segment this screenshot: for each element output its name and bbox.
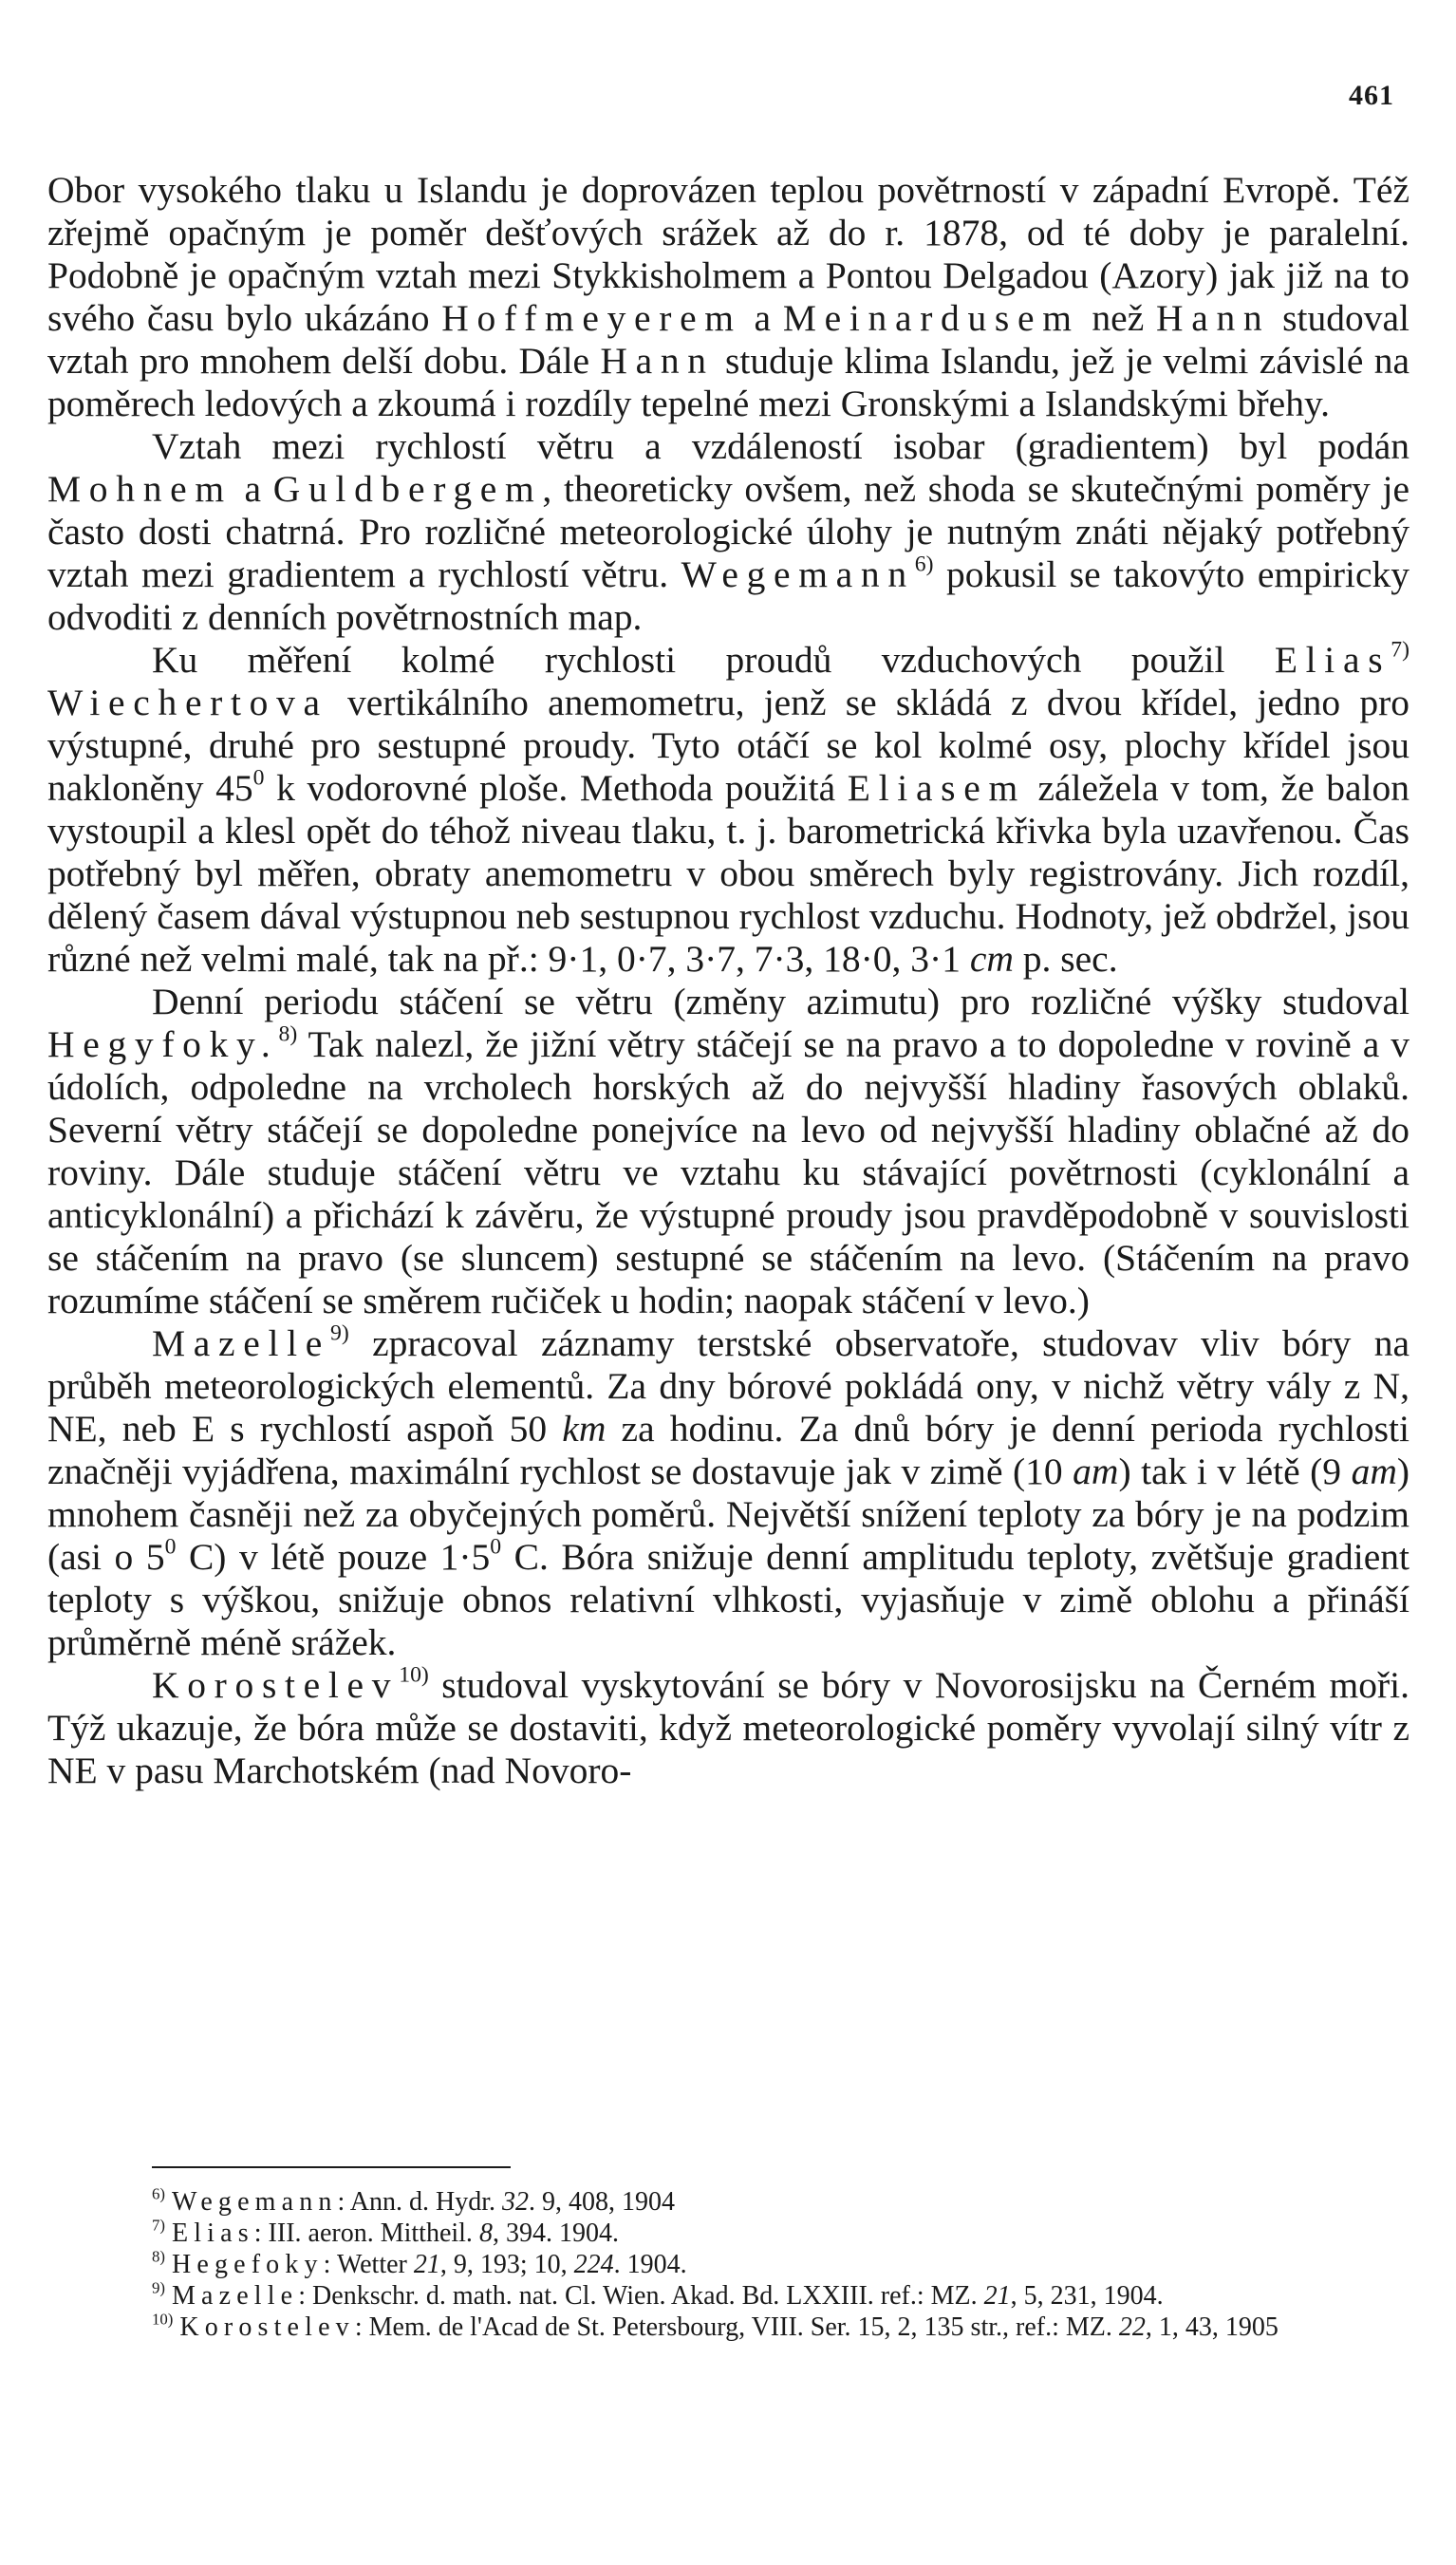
italic-text: am	[1351, 1451, 1397, 1492]
text-run: : Mem. de l'Acad de St. Petersbourg, VIII. Ser. 15, 2, 135 str., ref.: MZ.	[354, 2312, 1119, 2342]
footnotes	[47, 2186, 1409, 2343]
reference-marker: 8)	[278, 1021, 298, 1047]
text-run: a	[741, 297, 783, 339]
italic-text: cm	[969, 938, 1014, 980]
footnote	[47, 2249, 1409, 2280]
text-run: : Denkschr. d. math. nat. Cl. Wien. Akad. Bd. LXXIII. ref.: MZ.	[298, 2281, 984, 2311]
text-run: ) tak i v létě (9	[1118, 1451, 1352, 1492]
reference-marker: 0	[252, 765, 265, 791]
footnote	[47, 2280, 1409, 2312]
text-run: ) mnohem časněji než za obyčejných poměrů. Největší snížení teploty za bóry je na podzim (asi o 5	[47, 1451, 1409, 1578]
text-run	[165, 2219, 172, 2248]
text-run: studuje klima Islandu, jež je velmi závislé na poměrech ledových a zkoumá i rozdíly tepelné mezi Gronskými a Islandskými břehy.	[47, 340, 1409, 424]
text-run: , 5, 231, 1904.	[1010, 2281, 1164, 2311]
text-run: : Wetter	[323, 2250, 414, 2279]
text-run: C. Bóra snižuje denní amplitudu teploty, zvětšuje gradient teploty s výškou, snižuje obnos relativní vlhkosti, vyjasňuje v zimě oblohu a přináší průměrně méně srážek.	[47, 1536, 1410, 1663]
text-run: , 1, 43, 1905	[1145, 2312, 1279, 2342]
text-run: pokusil se takovýto empiricky odvoditi z denních povětrnostních map.	[47, 553, 1409, 638]
italic-text: 8	[478, 2219, 493, 2248]
text-run	[165, 2281, 172, 2311]
text-run: C) v létě pouze 1·5	[176, 1536, 491, 1578]
text-run: , 9, 193; 10,	[439, 2250, 574, 2279]
text-run: , theoreticky ovšem, než shoda se skutečnými poměry je často dosti chatrná. Pro rozličné meteorologické úlohy je nutným znáti nějaký potřebný vztah mezi gradientem a rychlostí větru.	[47, 468, 1409, 595]
text-run	[165, 2250, 172, 2279]
italic-text: 21	[983, 2281, 1011, 2311]
reference-marker: 7)	[152, 2216, 165, 2235]
spaced-name: Hann	[1156, 297, 1271, 339]
reference-marker: 0	[490, 1534, 502, 1560]
footnote	[47, 2312, 1409, 2343]
text-run: a	[232, 468, 273, 510]
footnote	[47, 2186, 1409, 2218]
text-run: Obor vysokého tlaku u Islandu je doprovázen teplou povětrností v západní Evropě. Též zřejmě opačným je poměr dešťových srážek až do r. 1878, od té doby je paralelní. Podobně je opačným vztah mezi Stykkisholmem a Pontou Delgadou (Azory) jak již na to svého času bylo ukázáno	[47, 169, 1409, 339]
paragraph	[47, 169, 1409, 425]
spaced-name: Mazelle	[171, 2281, 299, 2311]
text-run: záležela v tom, že balon vystoupil a klesl opět do téhož niveau tlaku, t. j. barometrická křivka byla uzavřenou. Čas potřebný byl měřen, obraty anemometru v obou směrech byly registrovány. Jich rozdíl, dělený časem dával výstupnou neb sestupnou rychlost vzduchu. Hodnoty, jež obdržel, jsou různé než velmi malé, tak na př.: 9·1, 0·7, 3·7, 7·3, 18·0, 3·1	[47, 767, 1409, 980]
text-run: . 1904.	[613, 2250, 687, 2279]
text-run: Denní periodu stáčení se větru (změny azimutu) pro rozličné výšky studoval	[152, 981, 1409, 1022]
spaced-name: Wiechertova	[47, 682, 328, 723]
text-run: , 394. 1904.	[492, 2219, 619, 2248]
spaced-name: Mazelle	[152, 1322, 331, 1364]
text-run: . 9, 408, 1904	[528, 2187, 675, 2217]
reference-marker: 9)	[152, 2278, 165, 2297]
body-text	[47, 169, 1409, 1792]
spaced-name: Hoffmeyerem	[441, 297, 742, 339]
spaced-name: Meinardusem	[782, 297, 1080, 339]
text-run: za hodinu. Za dnů bóry je denní perioda rychlosti značněji vyjádřena, maximální rychlost se dostavuje jak v zimě (10	[47, 1408, 1409, 1492]
text-run: Vztah mezi rychlostí větru a vzdáleností isobar (gradientem) byl podán	[152, 425, 1409, 467]
reference-marker: 10)	[399, 1662, 429, 1688]
spaced-name: Hegyfoky.	[47, 1023, 279, 1065]
text-run: : III. aeron. Mittheil.	[253, 2219, 479, 2248]
italic-text: 22	[1118, 2312, 1146, 2342]
reference-marker: 10)	[152, 2310, 174, 2329]
italic-text: km	[562, 1408, 607, 1450]
spaced-name: Korostelev	[179, 2312, 355, 2342]
italic-text: 32	[501, 2187, 529, 2217]
spaced-name: Korostelev	[152, 1664, 400, 1706]
paragraph	[47, 1664, 1409, 1792]
reference-marker: 6)	[914, 552, 934, 577]
text-run: než	[1079, 297, 1157, 339]
italic-text: am	[1073, 1451, 1119, 1492]
reference-marker: 9)	[330, 1320, 349, 1346]
reference-marker: 7)	[1391, 637, 1409, 663]
reference-marker: 6)	[152, 2184, 165, 2203]
spaced-name: Elias	[171, 2219, 254, 2248]
text-run: k vodorovné ploše. Methoda použitá	[264, 767, 848, 809]
spaced-name: Mohnem	[47, 468, 233, 510]
text-run: Ku měření kolmé rychlosti proudů vzduchových použil	[152, 639, 1275, 681]
footnote-divider	[152, 2166, 511, 2168]
spaced-name: Hegefoky	[171, 2250, 324, 2279]
paragraph	[47, 981, 1409, 1322]
text-run: : Ann. d. Hydr.	[337, 2187, 502, 2217]
text-run: zpracoval záznamy terstské observatoře, studovav vliv bóry na průběh meteorologických elementů. Za dny bórové pokládá ony, v nichž větry vály z N, NE, neb E s rychlostí aspoň 50	[47, 1322, 1409, 1450]
footnote	[47, 2218, 1409, 2249]
text-run: studoval vyskytování se bóry v Novorosijsku na Černém moři. Týž ukazuje, že bóra může se dostaviti, když meteorologické poměry vyvolají silný vítr z NE v pasu Marchotském (nad Novoro-	[47, 1664, 1409, 1791]
page-number: 461	[1349, 80, 1394, 111]
text-run	[165, 2187, 172, 2217]
text-run: p. sec.	[1013, 938, 1118, 980]
spaced-name: Eliasem	[847, 767, 1026, 809]
paragraph	[47, 1322, 1409, 1664]
paragraph	[47, 425, 1409, 639]
spaced-name: Hann	[600, 340, 715, 382]
paragraph	[47, 639, 1409, 981]
text-run: Tak nalezl, že jižní větry stáčejí se na pravo a to dopoledne v rovině a v údolích, odpoledne na vrcholech horských až do nejvyšší hladiny řasových oblaků. Severní větry stáčejí se dopoledne ponejvíce na levo od nejvyšší hladiny oblačné až do roviny. Dále studuje stáčení větru ve vztahu ku stávající povětrnosti (cyklonální a anticyklonální) a přichází k závěru, že výstupné proudy jsou pravděpodobně v souvislosti se stáčením na pravo (se sluncem) sestupné se stáčením na levo. (Stáčením na pravo rozumíme stáčení se směrem ručiček u hodin; naopak stáčení v levo.)	[47, 1023, 1409, 1321]
reference-marker: 0	[164, 1534, 177, 1560]
spaced-name: Wegemann	[681, 553, 915, 595]
reference-marker: 8)	[152, 2247, 165, 2266]
text-run: vertikálního anemometru, jenž se skládá z dvou křídel, jedno pro výstupné, druhé pro sestupné proudy. Tyto otáčí se kol kolmé osy, plochy křídel jsou nakloněny 45	[47, 682, 1409, 809]
spaced-name: Guldbergem	[272, 468, 543, 510]
italic-text: 224	[573, 2250, 614, 2279]
text-run: studoval vztah pro mnohem delší dobu. Dále	[47, 297, 1409, 382]
italic-text: 21	[413, 2250, 440, 2279]
spaced-name: Wegemann	[171, 2187, 338, 2217]
spaced-name: Elias	[1274, 639, 1391, 681]
